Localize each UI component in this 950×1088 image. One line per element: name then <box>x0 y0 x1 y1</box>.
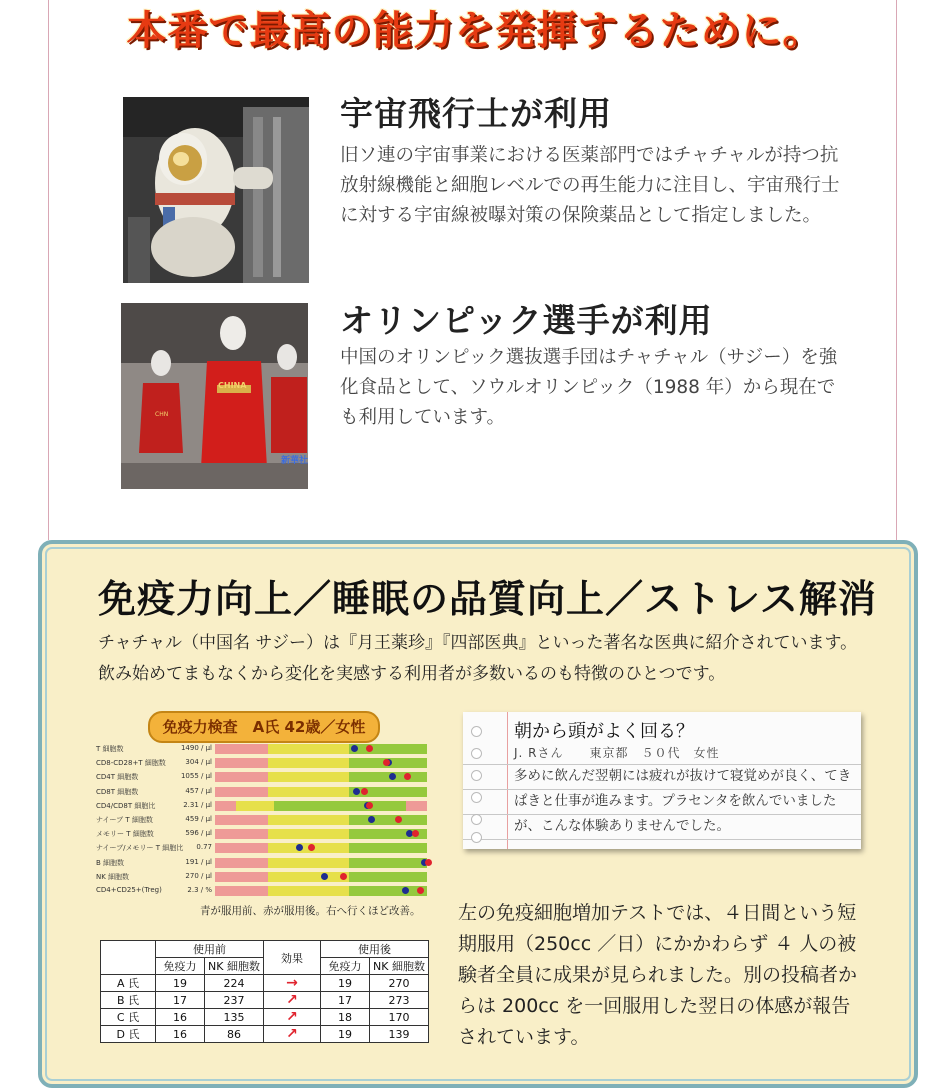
after-immunity: 17 <box>321 992 370 1009</box>
chart-row-value: 304 / μl <box>185 758 212 767</box>
before-immunity: 16 <box>156 1026 205 1043</box>
olympic-body: 中国のオリンピック選抜選手団はチャチャル（サジー）を強化食品として、ソウルオリンピック（1988 年）から現在でも利用しています。 <box>340 347 838 428</box>
chart-row-value: 1055 / μl <box>180 772 212 781</box>
before-nk: 135 <box>205 1009 264 1026</box>
before-immunity: 19 <box>156 975 205 992</box>
before-immunity: 17 <box>156 992 205 1009</box>
chart-bar <box>215 829 427 839</box>
chart-bar-low-zone <box>215 886 268 896</box>
chart-row-label: CD8-CD28+T 細胞数 <box>96 759 166 768</box>
chart-bar <box>215 758 427 768</box>
chart-row-label: ナイーブ T 細胞数 <box>96 816 153 824</box>
page-headline: 本番で最高の能力を発揮するために。 <box>126 8 824 54</box>
chart-bar <box>215 886 427 896</box>
chart-bar-mid-zone <box>236 801 274 811</box>
after-nk: 139 <box>370 1026 429 1043</box>
before-header: 使用前 <box>156 941 264 958</box>
effect-arrow-icon: ↗ <box>264 1009 321 1026</box>
table-row <box>101 1009 429 1026</box>
note-text: 多めに飲んだ翌朝には疲れが抜けて寝覚めが良く、てきぱきと仕事が進みます。プラセンタを飲んでいましたが、こんな体験ありませんでした。 <box>514 768 852 834</box>
subject-name: C 氏 <box>101 1009 156 1026</box>
chart-bar-low-zone <box>215 872 268 882</box>
after-dot <box>383 759 390 766</box>
chart-bar <box>215 843 427 853</box>
chart-row-value: 270 / μl <box>185 871 212 880</box>
before-immunity: 16 <box>156 1009 205 1026</box>
chart-bar <box>215 858 427 868</box>
subject-name: A 氏 <box>101 975 156 992</box>
after-nk: 270 <box>370 975 429 992</box>
after-dot <box>404 773 411 780</box>
note-hole-icon <box>471 832 482 843</box>
chart-row-label: T 細胞数 <box>96 745 124 753</box>
table-row <box>101 992 429 1009</box>
astronaut-body: 旧ソ連の宇宙事業における医薬部門ではチャチャルが持つ抗放射線機能と細胞レベルでの再生能力に注目し、宇宙飛行士に対する宇宙線被曝対策の保険薬品として指定しました。 <box>340 145 840 226</box>
effect-arrow-icon: → <box>264 975 321 992</box>
chart-bar-mid-zone <box>268 858 349 868</box>
table-row <box>101 1026 429 1043</box>
after-immunity: 19 <box>321 975 370 992</box>
note-hole-icon <box>471 814 482 825</box>
after-dot <box>417 887 424 894</box>
note-hole-icon <box>471 770 482 781</box>
chart-row-value: 2.31 / μl <box>183 800 212 809</box>
right-border-line <box>896 0 897 540</box>
chart-row-value: 596 / μl <box>185 829 212 838</box>
chart-bar-low-zone <box>215 801 236 811</box>
chart-bar-low-zone <box>215 858 268 868</box>
chart-bar-mid-zone <box>268 758 349 768</box>
after-immunity: 18 <box>321 1009 370 1026</box>
chart-row-value: 2.3 / % <box>187 886 212 894</box>
note-rule-line <box>463 839 861 840</box>
before-dot <box>353 788 360 795</box>
after-immunity: 19 <box>321 1026 370 1043</box>
before-dot <box>351 745 358 752</box>
left-border-line <box>48 0 49 540</box>
note-title: 朝から頭がよく回る？ <box>514 721 694 742</box>
chart-bar-mid-zone <box>268 787 349 797</box>
chart-bar-mid-zone <box>268 886 349 896</box>
chart-bar <box>215 772 427 782</box>
before-nk: 86 <box>205 1026 264 1043</box>
chart-row-label: CD4+CD25+(Treg) <box>96 886 162 894</box>
chart-row-label: CD4/CD8T 細胞比 <box>96 801 156 810</box>
olympic-shirt-small-text: CHN <box>155 411 169 418</box>
astronaut-title: 宇宙飛行士が利用 <box>340 94 612 133</box>
chart-row-label: ナイーブ/メモリー T 細胞比 <box>96 844 184 853</box>
testimonial-note-card <box>463 712 861 849</box>
chart-bar-mid-zone <box>268 744 349 754</box>
immunity-intro: チャチャル（中国名 サジー）は『月王薬珍』『四部医典』といった著名な医典に紹介されています。飲み始めてまもなくから変化を実感する利用者が多数いるのも特徴のひとつです。 <box>98 633 858 684</box>
before-dot <box>389 773 396 780</box>
results-table <box>100 940 429 1043</box>
olympic-title: オリンピック選手が利用 <box>340 301 713 340</box>
chart-bar-low-zone <box>215 772 268 782</box>
chart-row-value: 1490 / μl <box>180 744 212 752</box>
chart-row-label: メモリー T 細胞数 <box>96 830 154 839</box>
chart-bar <box>215 787 427 797</box>
effect-arrow-icon: ↗ <box>264 992 321 1009</box>
table-corner <box>101 941 156 975</box>
after-dot <box>366 745 373 752</box>
after-dot <box>361 788 368 795</box>
effect-arrow-icon: ↗ <box>264 1026 321 1043</box>
chart-row-value: 0.77 <box>196 843 212 852</box>
chart-bar <box>215 872 427 882</box>
chart-row-value: 457 / μl <box>185 786 212 795</box>
chart-bar-mid-zone <box>268 815 349 825</box>
test-summary-paragraph: 左の免疫細胞増加テストでは、４日間という短期服用（250cc ／日）にかかわらず ４ 人の被験者全員に成果が見られました。別の投稿者からは 200cc を一回服用した翌日の体感が報告されています。 <box>458 902 858 1048</box>
chart-bar <box>215 801 427 811</box>
after-dot <box>366 802 373 809</box>
before-nk-header: NK 細胞数 <box>205 958 264 975</box>
immunity-title: 免疫力向上／睡眠の品質向上／ストレス解消 <box>98 577 877 621</box>
chart-row-value: 459 / μl <box>185 815 212 823</box>
chart-bar-low-zone <box>215 758 268 768</box>
subject-name: D 氏 <box>101 1026 156 1043</box>
chart-bar-low-zone <box>215 843 268 853</box>
chart-bar-low-zone <box>215 815 268 825</box>
olympic-photo-caption: 新華社 <box>281 456 308 466</box>
chart-bar-mid-zone <box>268 872 349 882</box>
chart-row-label: CD4T 細胞数 <box>96 773 139 782</box>
note-margin-line <box>507 712 508 849</box>
before-dot <box>368 816 375 823</box>
after-nk-header: NK 細胞数 <box>370 958 429 975</box>
subject-name: B 氏 <box>101 992 156 1009</box>
before-dot <box>402 887 409 894</box>
effect-header: 効果 <box>264 941 321 975</box>
note-hole-icon <box>471 792 482 803</box>
olympic-shirt-text: CHINA <box>218 381 247 390</box>
chart-bar <box>215 744 427 754</box>
chart-bar-low-zone <box>215 829 268 839</box>
after-dot <box>412 830 419 837</box>
chart-title-badge: 免疫力検査 A氏 42歳／女性 <box>148 711 380 743</box>
after-header: 使用後 <box>321 941 429 958</box>
chart-bar-high-zone <box>406 801 427 811</box>
before-nk: 237 <box>205 992 264 1009</box>
chart-row-label: CD8T 細胞数 <box>96 787 139 796</box>
after-nk: 170 <box>370 1009 429 1026</box>
chart-bar-mid-zone <box>268 829 349 839</box>
after-dot <box>340 873 347 880</box>
immunity-chart <box>96 740 440 910</box>
after-immunity-header: 免疫力 <box>321 958 370 975</box>
chart-row-label: NK 細胞数 <box>96 872 130 881</box>
note-author: J. Rさん 東京都 ５０代 女性 <box>514 746 720 760</box>
after-dot <box>425 859 432 866</box>
chart-row-label: B 細胞数 <box>96 858 125 867</box>
astronaut-photo <box>123 97 309 283</box>
chart-note: 青が服用前、赤が服用後。右へ行くほど改善。 <box>200 905 421 917</box>
before-immunity-header: 免疫力 <box>156 958 205 975</box>
table-row <box>101 975 429 992</box>
after-dot <box>395 816 402 823</box>
chart-row-value: 191 / μl <box>185 857 212 866</box>
before-nk: 224 <box>205 975 264 992</box>
after-nk: 273 <box>370 992 429 1009</box>
chart-bar-mid-zone <box>268 772 349 782</box>
before-dot <box>321 873 328 880</box>
note-hole-icon <box>471 726 482 737</box>
chart-bar-low-zone <box>215 744 268 754</box>
olympic-photo <box>121 303 308 489</box>
chart-bar <box>215 815 427 825</box>
chart-bar-low-zone <box>215 787 268 797</box>
note-hole-icon <box>471 748 482 759</box>
